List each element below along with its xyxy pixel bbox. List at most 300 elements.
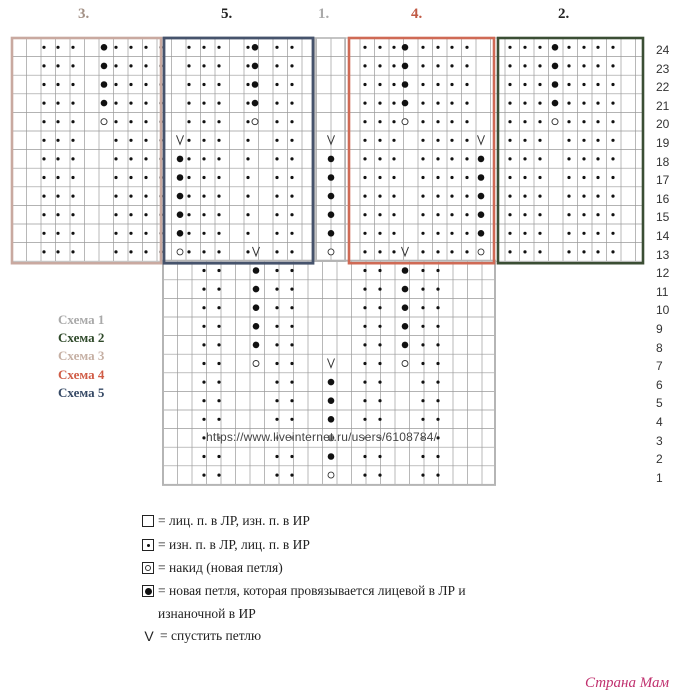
purl-dot xyxy=(217,157,220,160)
purl-dot xyxy=(436,381,439,384)
purl-dot xyxy=(523,250,526,253)
purl-dot xyxy=(465,213,468,216)
purl-dot xyxy=(71,232,74,235)
dot-square-icon xyxy=(142,539,154,551)
purl-dot xyxy=(202,455,205,458)
purl-dot xyxy=(465,195,468,198)
purl-dot xyxy=(144,232,147,235)
purl-dot xyxy=(421,418,424,421)
purl-dot xyxy=(582,213,585,216)
key-knit xyxy=(142,513,310,529)
purl-dot xyxy=(421,474,424,477)
purl-dot xyxy=(378,120,381,123)
purl-dot xyxy=(246,64,249,67)
purl-dot xyxy=(392,120,395,123)
purl-dot xyxy=(187,157,190,160)
purl-dot xyxy=(436,418,439,421)
purl-dot xyxy=(450,46,453,49)
purl-dot xyxy=(363,306,366,309)
purl-dot xyxy=(363,195,366,198)
purl-dot xyxy=(523,83,526,86)
purl-dot xyxy=(217,269,220,272)
purl-dot xyxy=(421,250,424,253)
purl-dot xyxy=(567,232,570,235)
purl-dot xyxy=(363,83,366,86)
purl-dot xyxy=(290,418,293,421)
purl-dot xyxy=(436,176,439,179)
purl-dot xyxy=(582,102,585,105)
purl-dot xyxy=(275,139,278,142)
purl-dot xyxy=(465,250,468,253)
purl-dot xyxy=(114,195,117,198)
purl-dot xyxy=(217,343,220,346)
purl-dot xyxy=(596,46,599,49)
row-number: 10 xyxy=(656,303,670,318)
purl-dot xyxy=(378,288,381,291)
purl-dot xyxy=(596,157,599,160)
purl-dot xyxy=(392,176,395,179)
purl-dot xyxy=(202,399,205,402)
yarn-over-ring xyxy=(552,119,558,125)
row-number: 7 xyxy=(656,359,663,374)
purl-dot xyxy=(290,176,293,179)
purl-dot xyxy=(596,232,599,235)
purl-dot xyxy=(56,213,59,216)
purl-dot xyxy=(363,64,366,67)
new-stitch-dot xyxy=(252,63,259,70)
purl-dot xyxy=(538,157,541,160)
purl-dot xyxy=(217,250,220,253)
purl-dot xyxy=(275,343,278,346)
purl-dot xyxy=(363,176,366,179)
purl-dot xyxy=(217,325,220,328)
purl-dot xyxy=(596,64,599,67)
purl-dot xyxy=(450,102,453,105)
purl-dot xyxy=(392,250,395,253)
purl-dot xyxy=(465,83,468,86)
purl-dot xyxy=(290,288,293,291)
empty-square-icon xyxy=(142,515,154,527)
purl-dot xyxy=(114,102,117,105)
purl-dot xyxy=(465,157,468,160)
purl-dot xyxy=(217,399,220,402)
new-stitch-dot xyxy=(177,230,184,237)
purl-dot xyxy=(567,213,570,216)
site-logo: Страна Мам xyxy=(585,675,670,691)
yarn-over-ring xyxy=(328,472,334,478)
purl-dot xyxy=(582,232,585,235)
purl-dot xyxy=(363,362,366,365)
purl-dot xyxy=(538,120,541,123)
purl-dot xyxy=(611,120,614,123)
purl-dot xyxy=(275,455,278,458)
purl-dot xyxy=(202,325,205,328)
purl-dot xyxy=(436,195,439,198)
new-stitch-dot xyxy=(552,81,559,88)
purl-dot xyxy=(596,83,599,86)
purl-dot xyxy=(582,120,585,123)
purl-dot xyxy=(42,250,45,253)
purl-dot xyxy=(363,46,366,49)
key-purl-text: = изн. п. в ЛР, лиц. п. в ИР xyxy=(158,537,310,552)
purl-dot xyxy=(378,157,381,160)
purl-dot xyxy=(129,46,132,49)
purl-dot xyxy=(436,120,439,123)
purl-dot xyxy=(378,139,381,142)
purl-dot xyxy=(378,399,381,402)
purl-dot xyxy=(378,195,381,198)
purl-dot xyxy=(42,232,45,235)
purl-dot xyxy=(538,83,541,86)
purl-dot xyxy=(71,250,74,253)
row-number: 23 xyxy=(656,61,670,76)
purl-dot xyxy=(187,46,190,49)
key-purl xyxy=(142,537,310,553)
purl-dot xyxy=(538,102,541,105)
purl-dot xyxy=(56,176,59,179)
purl-dot xyxy=(465,64,468,67)
row-number: 2 xyxy=(656,452,663,467)
purl-dot xyxy=(187,176,190,179)
purl-dot xyxy=(187,102,190,105)
purl-dot xyxy=(275,288,278,291)
purl-dot xyxy=(436,157,439,160)
purl-dot xyxy=(71,139,74,142)
purl-dot xyxy=(421,306,424,309)
purl-dot xyxy=(378,362,381,365)
row-number: 1 xyxy=(656,470,663,485)
purl-dot xyxy=(392,232,395,235)
purl-dot xyxy=(363,213,366,216)
purl-dot xyxy=(523,120,526,123)
purl-dot xyxy=(378,325,381,328)
new-stitch-dot xyxy=(478,230,485,237)
new-stitch-dot xyxy=(328,230,335,237)
purl-dot xyxy=(421,269,424,272)
new-stitch-dot xyxy=(253,267,260,274)
purl-dot xyxy=(217,64,220,67)
new-stitch-dot xyxy=(252,100,259,107)
purl-dot xyxy=(202,306,205,309)
new-stitch-dot xyxy=(328,156,335,163)
purl-dot xyxy=(202,120,205,123)
row-number: 11 xyxy=(656,284,669,299)
key-new-stitch xyxy=(142,583,466,599)
new-stitch-dot xyxy=(328,193,335,200)
purl-dot xyxy=(450,83,453,86)
purl-dot xyxy=(363,269,366,272)
purl-dot xyxy=(363,250,366,253)
purl-dot xyxy=(71,157,74,160)
new-stitch-dot xyxy=(101,63,108,70)
purl-dot xyxy=(378,46,381,49)
purl-dot xyxy=(596,102,599,105)
purl-dot xyxy=(421,64,424,67)
purl-dot xyxy=(290,381,293,384)
purl-dot xyxy=(56,250,59,253)
purl-dot xyxy=(363,399,366,402)
new-stitch-dot xyxy=(253,286,260,293)
new-stitch-dot xyxy=(101,100,108,107)
purl-dot xyxy=(465,176,468,179)
purl-dot xyxy=(508,250,511,253)
purl-dot xyxy=(129,83,132,86)
purl-dot xyxy=(465,232,468,235)
purl-dot xyxy=(567,64,570,67)
purl-dot xyxy=(611,102,614,105)
purl-dot xyxy=(378,102,381,105)
purl-dot xyxy=(611,213,614,216)
purl-dot xyxy=(275,250,278,253)
new-stitch-dot xyxy=(253,323,260,330)
purl-dot xyxy=(202,102,205,105)
row-number: 4 xyxy=(656,415,663,429)
purl-dot xyxy=(144,176,147,179)
purl-dot xyxy=(114,46,117,49)
purl-dot xyxy=(421,195,424,198)
new-stitch-dot xyxy=(328,397,335,404)
new-stitch-dot xyxy=(253,342,260,349)
purl-dot xyxy=(114,64,117,67)
header-scheme-4: 4. xyxy=(411,6,423,22)
purl-dot xyxy=(290,455,293,458)
purl-dot xyxy=(71,120,74,123)
purl-dot xyxy=(290,120,293,123)
purl-dot xyxy=(290,325,293,328)
purl-dot xyxy=(144,213,147,216)
new-stitch-dot xyxy=(402,44,409,51)
purl-dot xyxy=(202,157,205,160)
purl-dot xyxy=(450,120,453,123)
purl-dot xyxy=(436,325,439,328)
purl-dot xyxy=(217,232,220,235)
new-stitch-dot xyxy=(552,44,559,51)
purl-dot xyxy=(144,157,147,160)
key-drop-stitch xyxy=(142,628,261,644)
purl-dot xyxy=(187,232,190,235)
purl-dot xyxy=(42,195,45,198)
legend-scheme-1: Схема 1 xyxy=(58,312,105,327)
row-number: 3 xyxy=(656,433,663,448)
new-stitch-dot xyxy=(478,156,485,163)
purl-dot xyxy=(71,176,74,179)
purl-dot xyxy=(392,157,395,160)
new-stitch-dot xyxy=(402,100,409,107)
purl-dot xyxy=(217,176,220,179)
purl-dot xyxy=(363,325,366,328)
row-number: 9 xyxy=(656,322,663,336)
purl-dot xyxy=(567,250,570,253)
purl-dot xyxy=(421,83,424,86)
purl-dot xyxy=(611,250,614,253)
purl-dot xyxy=(275,362,278,365)
purl-dot xyxy=(421,102,424,105)
purl-dot xyxy=(246,250,249,253)
purl-dot xyxy=(217,306,220,309)
purl-dot xyxy=(56,83,59,86)
purl-dot xyxy=(363,418,366,421)
purl-dot xyxy=(363,157,366,160)
new-stitch-dot xyxy=(177,174,184,181)
purl-dot xyxy=(436,343,439,346)
yarn-over-ring xyxy=(478,249,484,255)
purl-dot xyxy=(523,232,526,235)
new-stitch-dot xyxy=(478,211,485,218)
header-scheme-1: 1. xyxy=(318,6,330,22)
purl-dot xyxy=(202,213,205,216)
purl-dot xyxy=(378,83,381,86)
purl-dot xyxy=(275,83,278,86)
purl-dot xyxy=(42,157,45,160)
new-stitch-dot xyxy=(177,193,184,200)
purl-dot xyxy=(187,195,190,198)
purl-dot xyxy=(523,46,526,49)
legend-scheme-5: Схема 5 xyxy=(58,385,105,400)
purl-dot xyxy=(508,120,511,123)
purl-dot xyxy=(129,64,132,67)
purl-dot xyxy=(421,288,424,291)
purl-dot xyxy=(363,232,366,235)
drop-stitch-v xyxy=(328,359,335,368)
purl-dot xyxy=(596,250,599,253)
purl-dot xyxy=(450,232,453,235)
purl-dot xyxy=(363,139,366,142)
purl-dot xyxy=(450,250,453,253)
purl-dot xyxy=(275,213,278,216)
purl-dot xyxy=(129,139,132,142)
purl-dot xyxy=(508,139,511,142)
purl-dot xyxy=(421,381,424,384)
purl-dot xyxy=(290,474,293,477)
row-number: 17 xyxy=(656,173,670,188)
row-number: 5 xyxy=(656,396,663,411)
new-stitch-dot xyxy=(328,379,335,386)
header-scheme-5: 5. xyxy=(221,6,233,22)
purl-dot xyxy=(363,343,366,346)
purl-dot xyxy=(246,195,249,198)
purl-dot xyxy=(436,306,439,309)
purl-dot xyxy=(42,83,45,86)
purl-dot xyxy=(129,250,132,253)
purl-dot xyxy=(582,83,585,86)
row-number: 6 xyxy=(656,377,663,392)
purl-dot xyxy=(217,46,220,49)
purl-dot xyxy=(508,232,511,235)
purl-dot xyxy=(187,139,190,142)
row-number: 12 xyxy=(656,266,670,281)
purl-dot xyxy=(187,250,190,253)
new-stitch-dot xyxy=(402,342,409,349)
purl-dot xyxy=(42,64,45,67)
purl-dot xyxy=(290,399,293,402)
purl-dot xyxy=(567,139,570,142)
key-knit-text: = лиц. п. в ЛР, изн. п. в ИР xyxy=(158,513,310,528)
purl-dot xyxy=(290,64,293,67)
purl-dot xyxy=(217,83,220,86)
purl-dot xyxy=(378,269,381,272)
yarn-over-ring xyxy=(252,119,258,125)
new-stitch-dot xyxy=(328,453,335,460)
purl-dot xyxy=(71,213,74,216)
purl-dot xyxy=(523,157,526,160)
purl-dot xyxy=(275,325,278,328)
yarn-over-ring xyxy=(328,249,334,255)
legend-scheme-3: Схема 3 xyxy=(58,348,105,363)
purl-dot xyxy=(436,455,439,458)
new-stitch-dot xyxy=(402,304,409,311)
purl-dot xyxy=(436,102,439,105)
purl-dot xyxy=(567,176,570,179)
scheme-3-frame xyxy=(12,38,161,263)
purl-dot xyxy=(523,195,526,198)
new-stitch-dot xyxy=(478,193,485,200)
purl-dot xyxy=(436,474,439,477)
key-yarn-over xyxy=(142,560,283,576)
purl-dot xyxy=(290,195,293,198)
purl-dot xyxy=(465,139,468,142)
purl-dot xyxy=(436,288,439,291)
purl-dot xyxy=(56,46,59,49)
purl-dot xyxy=(363,120,366,123)
row-number: 22 xyxy=(656,80,670,95)
new-stitch-dot xyxy=(402,286,409,293)
purl-dot xyxy=(538,176,541,179)
purl-dot xyxy=(611,157,614,160)
purl-dot xyxy=(187,213,190,216)
purl-dot xyxy=(363,455,366,458)
purl-dot xyxy=(290,250,293,253)
row-number: 16 xyxy=(656,191,670,206)
legend-scheme-2: Схема 2 xyxy=(58,330,105,345)
purl-dot xyxy=(421,176,424,179)
purl-dot xyxy=(217,362,220,365)
purl-dot xyxy=(144,83,147,86)
purl-dot xyxy=(202,381,205,384)
purl-dot xyxy=(202,343,205,346)
drop-stitch-v xyxy=(402,247,409,256)
new-stitch-dot xyxy=(252,81,259,88)
purl-dot xyxy=(202,64,205,67)
purl-dot xyxy=(378,306,381,309)
purl-dot xyxy=(378,250,381,253)
circle-square-icon xyxy=(142,562,154,574)
purl-dot xyxy=(129,176,132,179)
purl-dot xyxy=(202,232,205,235)
purl-dot xyxy=(450,64,453,67)
row-number: 21 xyxy=(656,98,670,113)
purl-dot xyxy=(71,64,74,67)
key-yarn-over-text: = накид (новая петля) xyxy=(158,560,283,575)
purl-dot xyxy=(275,269,278,272)
purl-dot xyxy=(523,213,526,216)
purl-dot xyxy=(421,325,424,328)
purl-dot xyxy=(363,381,366,384)
purl-dot xyxy=(129,102,132,105)
purl-dot xyxy=(56,195,59,198)
purl-dot xyxy=(508,83,511,86)
purl-dot xyxy=(392,195,395,198)
purl-dot xyxy=(114,83,117,86)
purl-dot xyxy=(202,250,205,253)
purl-dot xyxy=(436,46,439,49)
purl-dot xyxy=(114,213,117,216)
purl-dot xyxy=(202,269,205,272)
yarn-over-ring xyxy=(101,119,107,125)
purl-dot xyxy=(596,195,599,198)
purl-dot xyxy=(611,139,614,142)
purl-dot xyxy=(217,288,220,291)
row-number: 18 xyxy=(656,154,670,169)
